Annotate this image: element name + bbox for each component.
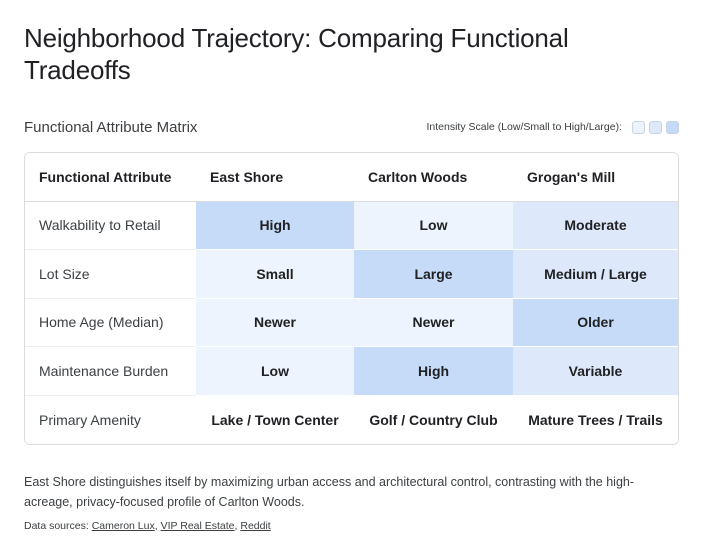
- row-attribute-label: Lot Size: [25, 250, 196, 299]
- table-cell: Lake / Town Center: [196, 395, 354, 444]
- intensity-scale-label: Intensity Scale (Low/Small to High/Large):: [426, 121, 622, 133]
- source-link-vip-real-estate[interactable]: VIP Real Estate: [160, 520, 235, 532]
- column-header-attribute: Functional Attribute: [25, 153, 196, 201]
- attribute-matrix-card: [24, 152, 679, 445]
- summary-note: East Shore distinguishes itself by maximizing urban access and architectural control, contrasting with the high-acreage, privacy-focused profile of Carlton Woods.: [24, 475, 635, 509]
- row-attribute-label: Maintenance Burden: [25, 347, 196, 396]
- section-header: [24, 116, 679, 138]
- attribute-matrix-table: [25, 153, 678, 444]
- source-link-cameron-lux[interactable]: Cameron Lux: [91, 520, 155, 532]
- table-row: [25, 250, 678, 299]
- table-cell: Low: [196, 347, 354, 396]
- table-cell: Moderate: [513, 201, 678, 250]
- table-cell: Large: [354, 250, 513, 299]
- sources-label: Data sources:: [24, 520, 89, 532]
- row-attribute-label: Primary Amenity: [25, 395, 196, 444]
- intensity-scale-legend: [426, 121, 679, 134]
- table-cell: Mature Trees / Trails: [513, 395, 678, 444]
- table-cell: Variable: [513, 347, 678, 396]
- column-header-east-shore: East Shore: [196, 153, 354, 201]
- table-header-row: [25, 153, 678, 201]
- table-cell: Golf / Country Club: [354, 395, 513, 444]
- table-cell: Medium / Large: [513, 250, 678, 299]
- page-title: Neighborhood Trajectory: Comparing Functional Tradeoffs: [24, 23, 569, 85]
- row-attribute-label: Walkability to Retail: [25, 201, 196, 250]
- column-header-carlton-woods: Carlton Woods: [354, 153, 513, 201]
- table-cell: Newer: [354, 298, 513, 347]
- table-cell: Newer: [196, 298, 354, 347]
- table-row: [25, 347, 678, 396]
- scale-swatch-low: [632, 121, 645, 134]
- table-cell: Small: [196, 250, 354, 299]
- row-attribute-label: Home Age (Median): [25, 298, 196, 347]
- table-cell: Older: [513, 298, 678, 347]
- source-link-reddit[interactable]: Reddit: [240, 520, 271, 532]
- scale-swatch-medium: [649, 121, 662, 134]
- data-sources: Data sources: Cameron Lux, VIP Real Estate, Reddit: [24, 520, 271, 532]
- table-cell: High: [354, 347, 513, 396]
- table-row: [25, 298, 678, 347]
- scale-swatch-high: [666, 121, 679, 134]
- table-row: [25, 201, 678, 250]
- table-cell: Low: [354, 201, 513, 250]
- column-header-grogans-mill: Grogan's Mill: [513, 153, 678, 201]
- table-row: [25, 395, 678, 444]
- section-title: Functional Attribute Matrix: [24, 118, 198, 136]
- table-cell: High: [196, 201, 354, 250]
